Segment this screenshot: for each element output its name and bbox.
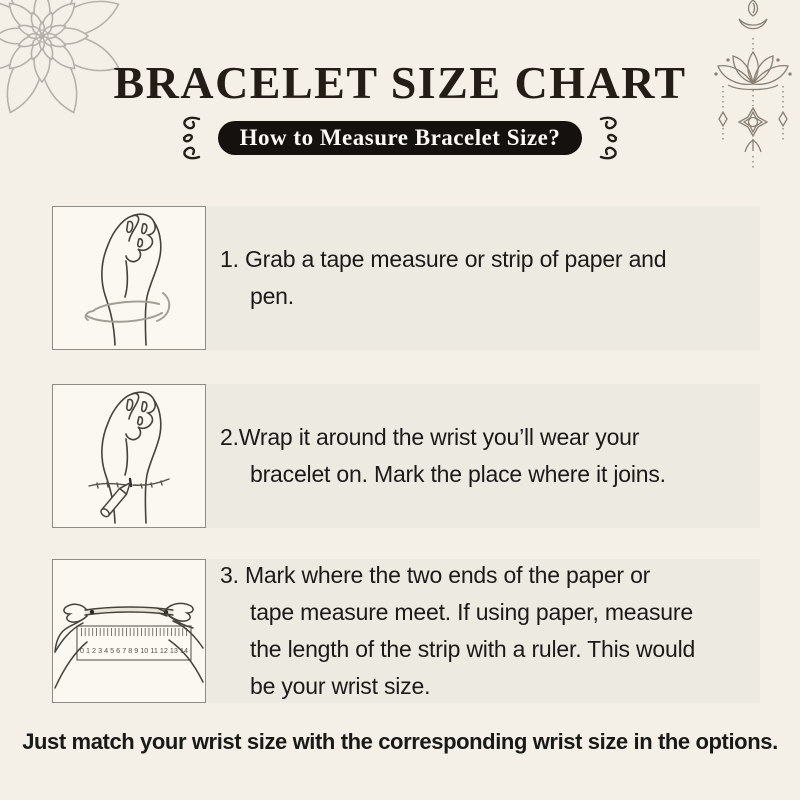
step-3-row bbox=[52, 559, 760, 703]
step-2-illustration-box bbox=[52, 384, 206, 528]
page-title: BRACELET SIZE CHART bbox=[113, 57, 687, 108]
step-3-illustration-box bbox=[52, 559, 206, 703]
step-1-line-2: pen. bbox=[250, 283, 294, 309]
step-1-row bbox=[52, 206, 760, 350]
step-1-illustration-box bbox=[52, 206, 206, 350]
step-3-line-1: 3. Mark where the two ends of the paper or bbox=[220, 562, 651, 588]
footer-note: Just match your wrist size with the corresponding wrist size in the options. bbox=[22, 729, 778, 754]
curly-flourish-right-icon bbox=[595, 116, 625, 160]
curly-flourish-left-icon bbox=[175, 116, 205, 160]
step-2-row bbox=[52, 384, 760, 528]
fist-with-string-and-pen-icon bbox=[53, 385, 205, 527]
step-1-text bbox=[220, 206, 756, 350]
step-2-line-2: bracelet on. Mark the place where it joins. bbox=[250, 461, 666, 487]
step-2-line-1: 2.Wrap it around the wrist you’ll wear your bbox=[220, 424, 640, 450]
how-to-measure-badge: How to Measure Bracelet Size? bbox=[218, 121, 583, 155]
step-3-line-2: tape measure meet. If using paper, measure bbox=[250, 599, 693, 625]
badge-row bbox=[0, 118, 800, 158]
step-3-line-4: be your wrist size. bbox=[250, 673, 431, 699]
hands-holding-strip-over-ruler-icon bbox=[53, 560, 205, 702]
step-2-text bbox=[220, 384, 756, 528]
step-3-text bbox=[220, 559, 756, 703]
ruler-numbers: 0 1 2 3 4 5 6 7 8 9 10 11 12 13 14 bbox=[80, 648, 189, 655]
step-1-line-1: 1. Grab a tape measure or strip of paper and bbox=[220, 246, 667, 272]
fist-with-tape-loop-icon bbox=[53, 207, 205, 349]
step-3-line-3: the length of the strip with a ruler. This would bbox=[250, 636, 696, 662]
